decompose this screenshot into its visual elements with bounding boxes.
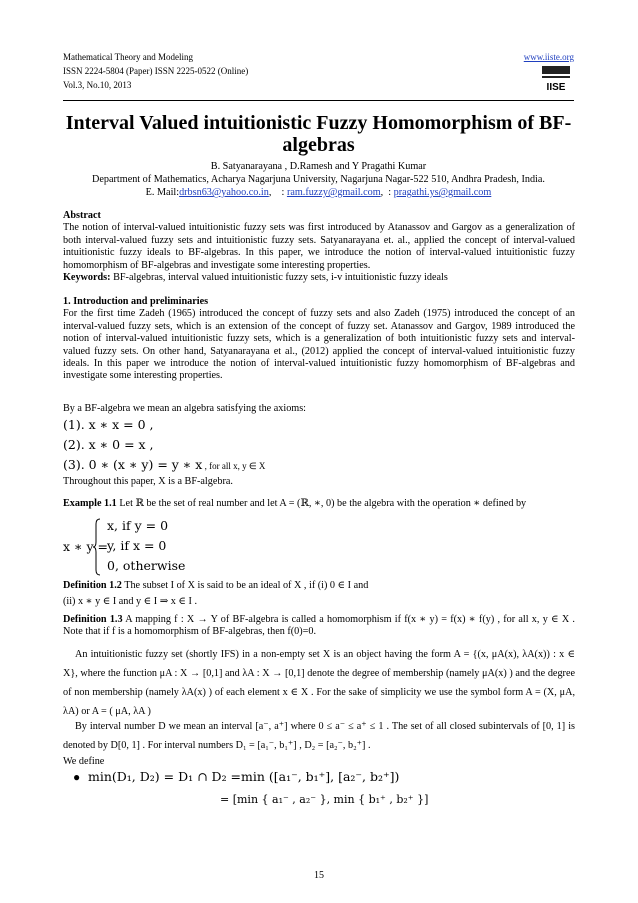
case-2: y, if x = 0 [107,538,167,553]
def-1-2-text: The subset I of X is said to be an ideal of X , if (i) 0 ∈ I and [121,580,369,591]
email-link-1[interactable]: drbsn63@yahoo.co.in [179,187,269,198]
keywords-label: Keywords: [63,272,111,284]
section-1-heading: 1. Introduction and preliminaries [63,296,209,307]
logo-text: IISE [546,82,566,93]
axiom-3-formula: (3). 0 ∗ (x ∗ y) = y ∗ x [63,457,203,472]
issn: ISSN 2224-5804 (Paper) ISSN 2225-0522 (Online) [63,66,249,76]
header-rule [63,100,574,101]
keywords-text: BF-algebras, interval valued intuitionistic fuzzy sets, i-v intuitionistic fuzzy ideals [110,272,448,284]
ifs-paragraph: An intuitionistic fuzzy set (shortly IFS) in a non-empty set X is an object having the form A = {(x, μA(x), λA(x)) : x ∈ X}, where the function μA : X → [0,1] and λA : X → [0,1] denote the degree of membership (namely μA(x) ) and the degree of non membership (namely λA(x) ) of each element x ∈ X . For the sake of simplicity we use the symbol form A = (X, μA, λA) or A = ( μA, λA ) [63,649,575,717]
author-block [63,160,574,199]
journal-name: Mathematical Theory and Modeling [63,52,194,62]
example-text: Let ℝ be the set of real number and let A = (ℝ, ∗, 0) be the algebra with the operation ∗ defined by [116,498,527,509]
definition-1-2-line2: (ii) x ∗ y ∈ I and y ∈ I ⇒ x ∈ I . [63,596,197,607]
axiom-3 [63,457,265,472]
email-prefix: E. Mail: [145,187,180,198]
axiom-3-tail: , for all x, y ∈ X [202,461,266,471]
bf-intro: By a BF-algebra we mean an algebra satisfying the axioms: [63,403,307,414]
def-1-3-text: A mapping f : X → Y of BF-algebra is called a homomorphism if f(x ∗ y) = f(x) ∗ f(y) , for all x, y ∈ X . Note that if f is a homomorphism of BF-algebras, then f(0)=0. [63,614,575,638]
example-label: Example 1.1 [63,498,117,509]
min-definition: min(D₁, D₂) = D₁ ∩ D₂ =min ([a₁⁻, b₁⁺], [a₂⁻, b₂⁺]) [88,769,400,784]
we-define: We define [63,756,105,767]
case-3: 0, otherwise [107,558,186,573]
section-1-body: For the first time Zadeh (1965) introduced the concept of fuzzy sets and also Zadeh (1975) introduced the concept of an interval-valued fuzzy sets, which is an extension of the concept of fuzzy set. Atanassov and Gargov, 1989 introduced the notion of interval-valued intuitionistic fuzzy sets, which is a generalization of both intuitionistic fuzzy sets and interval-valued fuzzy sets. On other hand, Satyanarayana et al., (2012) applied the concept of interval-valued intuitionistic fuzzy ideals. In this paper we introduce the notion of interval-valued intuitionistic fuzzy homomorphism of BF-algebras and investigate some interesting properties. [63,308,575,382]
min-definition-2: = [min { a₁⁻ , a₂⁻ }, min { b₁⁺ , b₂⁺ }] [220,793,429,806]
axiom-1: (1). x ∗ x = 0 , [63,417,154,432]
throughout-line: Throughout this paper, X is a BF-algebra. [63,476,233,487]
definition-1-2 [63,580,575,592]
email-link-3[interactable]: pragathi.ys@gmail.com [393,187,492,198]
authors: B. Satyanarayana , D.Ramesh and Y Pragathi Kumar [210,161,427,172]
keywords-line [63,272,575,284]
section-1 [63,296,575,383]
case-lhs: x ∗ y = [63,539,109,554]
def-1-2-label: Definition 1.2 [63,580,122,591]
left-brace [93,518,101,576]
iiste-logo [538,64,574,94]
abstract-heading: Abstract [63,210,101,221]
emails: E. Mail:drbsn63@yahoo.co.in, : ram.fuzzy@gmail.com, : pragathi.ys@gmail.com [145,187,492,198]
volume: Vol.3, No.10, 2013 [63,80,132,90]
email-link-2[interactable]: ram.fuzzy@gmail.com [286,187,381,198]
page-number: 15 [314,870,324,881]
abstract-section [63,210,575,284]
interval-paragraph: By interval number D we mean an interval [a⁻, a⁺] where 0 ≤ a⁻ ≤ a⁺ ≤ 1 . The set of all closed subintervals of [0, 1] is denoted by D[0, 1] . For interval numbers D₁ = [a₁⁻, b₁⁺] , D₂ = [a₂⁻, b₂⁺] . [63,721,575,751]
abstract-body: The notion of interval-valued intuitionistic fuzzy sets was first introduced by Atanassov and Gargov as a generalization of both interval-valued fuzzy sets and intuitionistic fuzzy sets. Satyanarayana et. al., applied the concept of interval-valued intuitionistic fuzzy ideals to BF-algebras. In this paper, we introduce the notion of interval-valued intuitionistic fuzzy homomorphism of BF-algebras and investigate some interesting properties. [63,222,575,271]
def-1-3-label: Definition 1.3 [63,614,123,625]
affiliation: Department of Mathematics, Acharya Nagarjuna University, Nagarjuna Nagar-522 510, Andhra Pradesh, India. [92,174,545,185]
paper-title: Interval Valued intuitionistic Fuzzy Homomorphism of BF-algebras [65,112,572,156]
journal-url-link[interactable]: www.iiste.org [523,52,574,62]
definition-1-3 [63,614,575,639]
case-1: x, if y = 0 [107,518,169,533]
axiom-2: (2). x ∗ 0 = x , [63,437,154,452]
example-1-1 [63,498,575,510]
bullet-icon: ● [73,770,81,784]
